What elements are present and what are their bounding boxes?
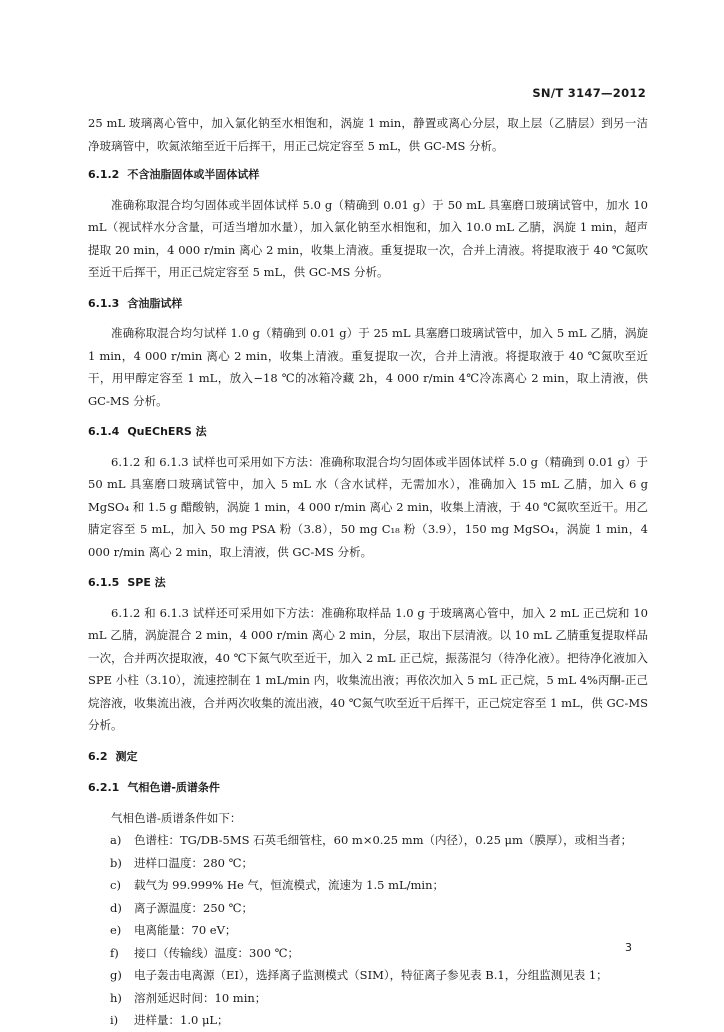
paragraph-6-1-5: 6.1.2 和 6.1.3 试样还可采用如下方法：准确称取样品 1.0 g 于玻璃离心管中，加入 2 mL 正己烷和 10 mL 乙腈，涡旋混合 2 min，4 000 r/min 离心 2 min，分层，取出下层清液。以 10 mL 乙腈重复提取样品一次，合并两次提取液，40 ℃下氮气吹至近干，加入 2 mL 正己烷，振荡混匀（待净化液）。把待净化液加入 SPE 小柱（3.10），流速控制在 1 mL/min 内，收集流出液；再依次加入 5 mL 正己烷，5 mL 4%丙酮-正己烷溶液，收集流出液，合并两次收集的流出液，40 ℃氮气吹至近干后挥干，正己烷定容至 1 mL，供 GC-MS 分析。 xyxy=(88,605,648,732)
list-marker: e) xyxy=(110,923,122,937)
section-title: SPE 法 xyxy=(127,576,166,589)
list-item xyxy=(88,829,648,852)
list-item-text: 溶剂延迟时间：10 min； xyxy=(134,990,267,1005)
list-marker: b) xyxy=(110,855,122,870)
section-number: 6.2.1 xyxy=(88,781,120,794)
list-item xyxy=(88,987,648,1010)
section-heading-6-1-5 xyxy=(88,572,648,595)
list-item xyxy=(88,942,648,965)
section-number: 6.2 xyxy=(88,749,108,763)
paragraph-6-1-4: 6.1.2 和 6.1.3 试样也可采用如下方法：准确称取混合均匀固体或半固体试样 5.0 g（精确到 0.01 g）于 50 mL 具塞磨口玻璃试管中，加入 5 mL 水（含水试样，无需加水），准确加入 15 mL 乙腈，加入 6 g MgSO₄ 和 1.5 g 醋酸钠，涡旋 1 min，4 000 r/min 离心 2 min，收集上清液，于 40 ℃氮吹至近干。用乙腈定容至 5 mL，加入 50 mg PSA 粉（3.8），50 mg C₁₈ 粉（3.9），150 mg MgSO₄，涡旋 1 min，4 000 r/min 离心 2 min，取上清液，供 GC-MS 分析。 xyxy=(88,454,648,559)
list-item xyxy=(88,897,648,920)
list-item xyxy=(88,919,648,942)
gcms-conditions-list xyxy=(88,829,648,1032)
list-item-text: 电子轰击电离源（EI），选择离子监测模式（SIM），特征离子参见表 B.1，分组监测见表 1； xyxy=(134,968,608,982)
section-title: 测定 xyxy=(115,749,138,763)
section-heading-6-2 xyxy=(88,746,648,769)
section-number: 6.1.5 xyxy=(88,576,120,589)
section-heading-6-1-2 xyxy=(88,164,648,187)
list-item xyxy=(88,964,648,987)
section-title: 含油脂试样 xyxy=(127,296,183,310)
list-marker: g) xyxy=(110,968,122,982)
list-item xyxy=(88,874,648,897)
list-marker: c) xyxy=(110,878,121,892)
section-number: 6.1.2 xyxy=(88,168,120,181)
list-item-text: 电离能量：70 eV； xyxy=(134,923,237,937)
list-item xyxy=(88,1009,648,1032)
gcms-conditions-intro: 气相色谱-质谱条件如下： xyxy=(111,810,242,825)
document-body xyxy=(88,112,648,1032)
list-item-text: 离子源温度：250 ℃； xyxy=(134,900,253,915)
list-item-text: 进样量：1.0 μL； xyxy=(134,1013,229,1027)
list-item-text: 载气为 99.999% He 气，恒流模式，流速为 1.5 mL/min； xyxy=(134,878,444,892)
list-marker: d) xyxy=(110,900,122,915)
section-title: 不含油脂固体或半固体试样 xyxy=(127,168,260,181)
section-title: QuEChERS 法 xyxy=(127,425,207,438)
list-item-text: 进样口温度：280 ℃； xyxy=(134,855,253,870)
intro-tail-paragraph: 25 mL 玻璃离心管中，加入氯化钠至水相饱和，涡旋 1 min，静置或离心分层，取上层（乙腈层）到另一洁净玻璃管中，吹氮浓缩至近干后挥干，用正己烷定容至 5 mL，供 GC-MS 分析。 xyxy=(88,116,648,153)
section-heading-6-2-1 xyxy=(88,777,648,800)
list-item-text: 接口（传输线）温度：300 ℃； xyxy=(134,945,299,960)
list-marker: a) xyxy=(110,833,122,847)
paragraph-6-1-2: 准确称取混合均匀固体或半固体试样 5.0 g（精确到 0.01 g）于 50 mL 具塞磨口玻璃试管中，加水 10 mL（视试样水分含量，可适当增加水量），加入氯化钠至水相饱和，加入 10.0 mL 乙腈，涡旋 1 min，超声提取 20 min，4 000 r/min 离心 2 min，收集上清液。重复提取一次，合并上清液。将提取液于 40 ℃氮吹至近干后挥干，用正己烷定容至 5 mL，供 GC-MS 分析。 xyxy=(88,197,648,279)
standard-code: SN/T 3147—2012 xyxy=(532,86,646,100)
section-title: 气相色谱-质谱条件 xyxy=(127,781,220,794)
page-number: 3 xyxy=(625,941,632,954)
section-number: 6.1.3 xyxy=(88,296,120,310)
list-marker: i) xyxy=(110,1013,119,1027)
list-item xyxy=(88,852,648,875)
section-number: 6.1.4 xyxy=(88,425,120,438)
list-marker: h) xyxy=(110,990,122,1005)
section-heading-6-1-3 xyxy=(88,293,648,316)
section-heading-6-1-4 xyxy=(88,421,648,444)
paragraph-6-1-3: 准确称取混合均匀试样 1.0 g（精确到 0.01 g）于 25 mL 具塞磨口玻璃试管中，加入 5 mL 乙腈，涡旋 1 min，4 000 r/min 离心 2 min，收集上清液。重复提取一次，合并上清液。将提取液于 40 ℃氮吹至近干，用甲醇定容至 1 mL，放入−18 ℃的冰箱冷藏 2h，4 000 r/min 4℃冷冻离心 2 min，取上清液，供 GC-MS 分析。 xyxy=(88,326,648,408)
list-marker: f) xyxy=(110,945,119,960)
list-item-text: 色谱柱：TG/DB-5MS 石英毛细管柱，60 m×0.25 mm（内径），0.25 μm（膜厚），或相当者； xyxy=(134,833,633,847)
